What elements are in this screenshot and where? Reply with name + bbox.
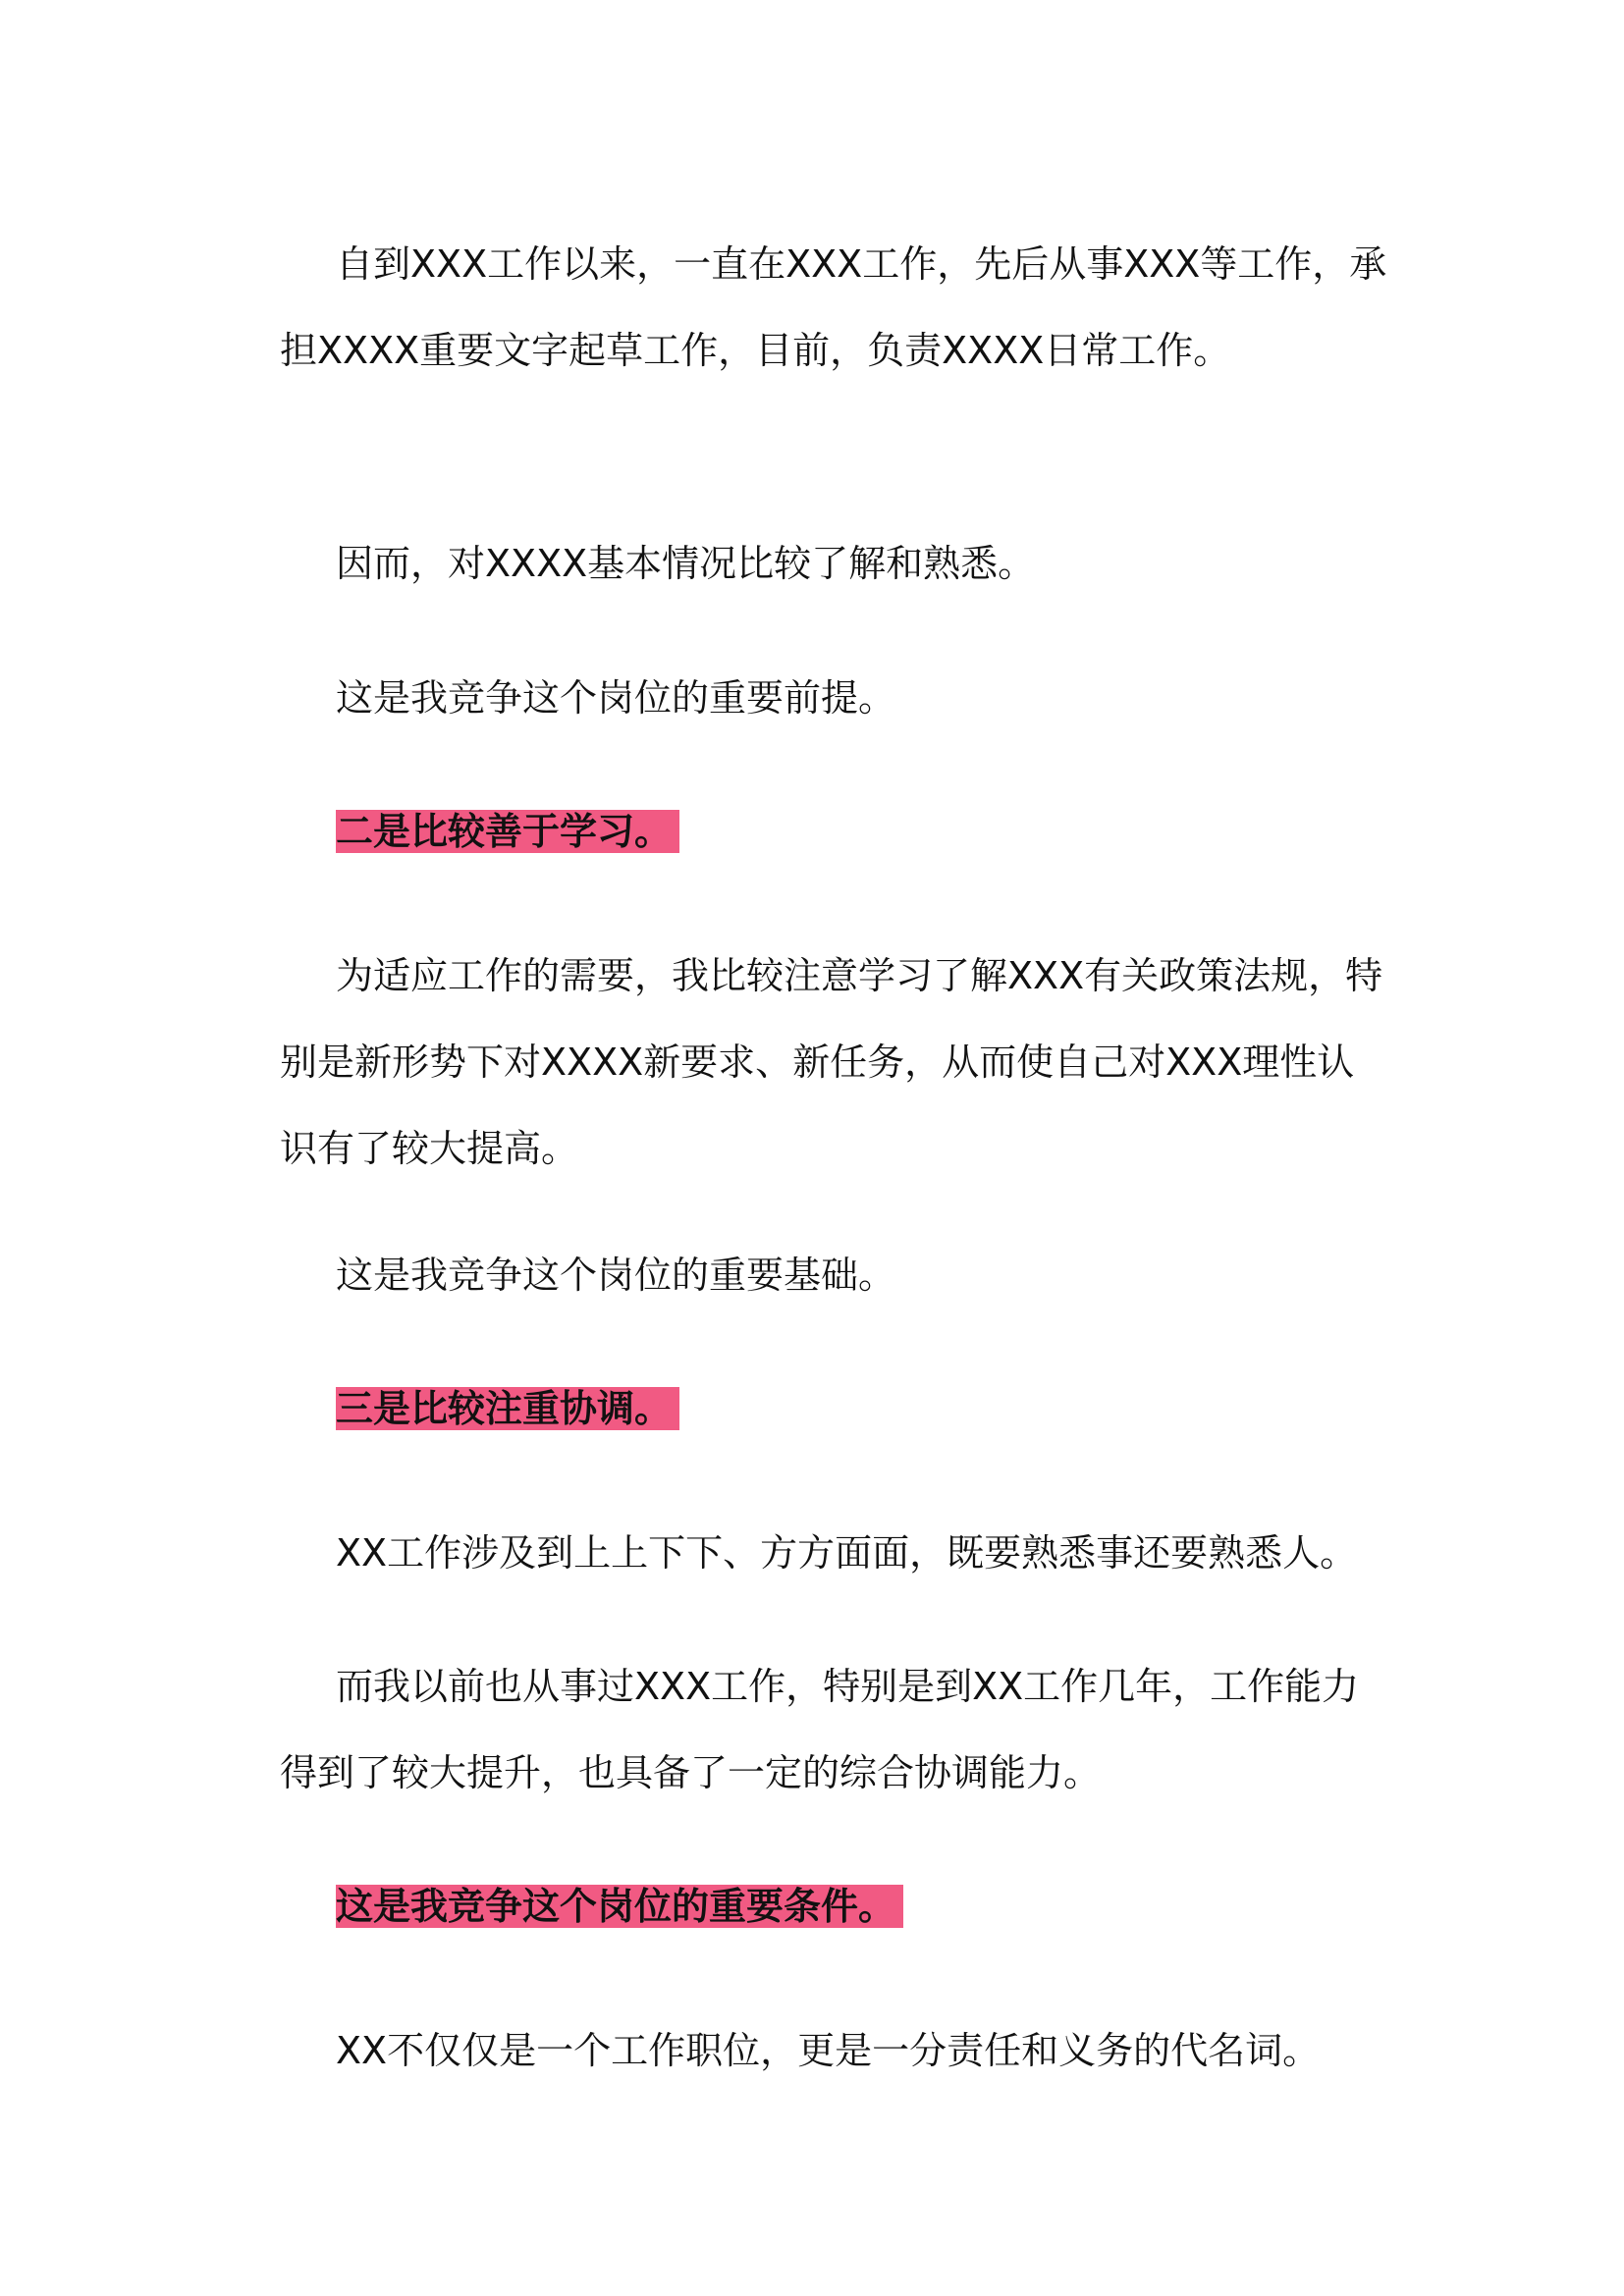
- highlighted-heading-text: 二是比较善于学习。: [336, 810, 679, 853]
- heading-coordination: [280, 1365, 1389, 1452]
- paragraph-foundation: 这是我竞争这个岗位的重要基础。: [336, 1254, 896, 1297]
- heading-learning: [280, 788, 1389, 875]
- highlighted-heading-text: 这是我竞争这个岗位的重要条件。: [336, 1885, 903, 1928]
- paragraph-familiarity: 因而，对XXXX基本情况比较了解和熟悉。: [336, 542, 1036, 585]
- paragraph-experience: 而我以前也从事过XXX工作，特别是到XX工作几年，工作能力得到了较大提升，也具备了一定的综合协调能力。: [280, 1665, 1360, 1794]
- paragraph-premise: 这是我竞争这个岗位的重要前提。: [336, 676, 896, 720]
- paragraph-responsibility: XX不仅仅是一个工作职位，更是一分责任和义务的代名词。: [336, 2029, 1321, 2072]
- paragraph-scope: XX工作涉及到上上下下、方方面面，既要熟悉事还要熟悉人。: [336, 1531, 1358, 1575]
- paragraph-work-history: 自到XXX工作以来，一直在XXX工作，先后从事XXX等工作，承担XXXX重要文字起草工作，目前，负责XXXX日常工作。: [280, 242, 1387, 372]
- heading-condition: [280, 1863, 1389, 1949]
- paragraph-study: 为适应工作的需要，我比较注意学习了解XXX有关政策法规，特别是新形势下对XXXX新要求、新任务，从而使自己对XXX理性认识有了较大提高。: [280, 954, 1383, 1170]
- highlighted-heading-text: 三是比较注重协调。: [336, 1387, 679, 1430]
